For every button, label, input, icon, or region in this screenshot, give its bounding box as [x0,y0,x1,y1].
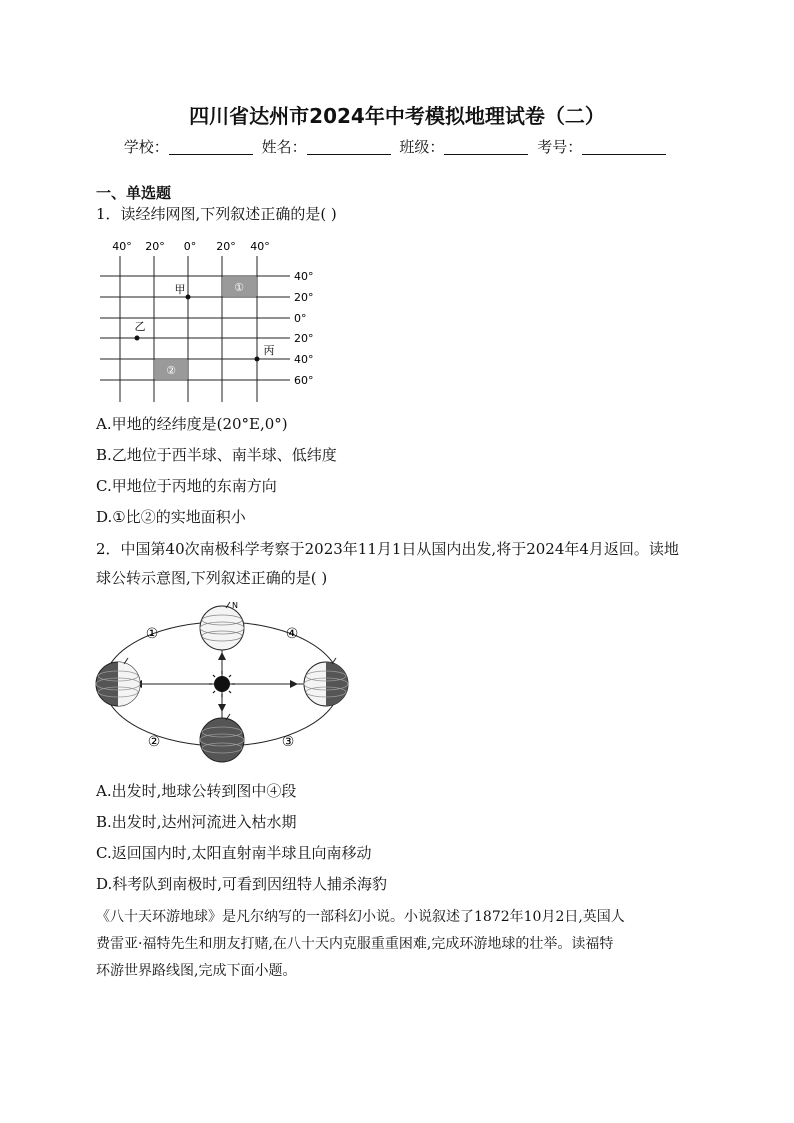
point-bing-label: 丙 [263,344,275,357]
lat-label-40n: 40° [294,270,314,283]
exam-number-label: 考号： [537,138,583,156]
sun-radial-lines [118,645,305,718]
section-heading: 一、单选题 [96,184,172,202]
area-1-label: ① [234,281,244,294]
exam-number-blank[interactable] [582,140,666,155]
segment-3-label: ③ [281,734,295,750]
q1-option-a[interactable]: A.甲地的经纬度是(20°E,0°) [96,415,288,433]
lon-label-40e: 40° [250,240,270,253]
lat-label-20s: 20° [294,332,314,345]
lon-label-0: 0° [183,240,197,253]
lon-label-20w: 20° [145,240,165,253]
lat-label-0: 0° [294,312,307,325]
globe-bottom [200,714,244,762]
question-1-stem: 1．读经纬网图,下列叙述正确的是( ) [96,205,337,223]
q2-option-d[interactable]: D.科考队到南极时,可看到因纽特人捕杀海豹 [96,875,388,893]
school-blank[interactable] [169,140,253,155]
q1-option-d[interactable]: D.①比②的实地面积小 [96,508,246,526]
school-label: 学校： [123,138,169,156]
class-blank[interactable] [444,140,528,155]
point-bing [255,357,260,362]
question-2-stem-line-1: 2．中国第40次南极科学考察于2023年11月1日从国内出发,将于2024年4月返回。读地 [96,540,679,558]
point-yi-label: 乙 [134,320,146,333]
student-info-line [0,136,794,157]
segment-2-label: ② [147,734,161,750]
globe-left [96,658,140,706]
reading-passage [96,904,702,985]
page-title: 四川省达州市2024年中考模拟地理试卷（二） [189,104,605,128]
point-jia [186,295,191,300]
lon-label-40w: 40° [112,240,132,253]
question-2-stem-line-2: 球公转示意图,下列叙述正确的是( ) [96,569,328,587]
lon-label-20e: 20° [216,240,236,253]
globe-right [304,658,348,706]
passage-line-2: 费雷亚·福特先生和朋友打赌,在八十天内克服重重困难,完成环游地球的壮举。读福特 [96,936,614,952]
segment-1-label: ① [145,626,159,642]
globe-top [200,601,244,650]
name-label: 姓名： [261,138,307,156]
point-jia-label: 甲 [174,283,186,296]
passage-line-3: 环游世界路线图,完成下面小题。 [96,963,297,979]
q1-option-b[interactable]: B.乙地位于西半球、南半球、低纬度 [96,446,337,464]
area-2-label: ② [166,364,176,377]
passage-line-1: 《八十天环游地球》是凡尔纳写的一部科幻小说。小说叙述了1872年10月2日,英国人 [96,909,625,925]
q1-option-c[interactable]: C.甲地位于丙地的东南方向 [96,477,277,495]
lat-label-60s: 60° [294,374,314,387]
lat-label-40s: 40° [294,353,314,366]
q2-option-c[interactable]: C.返回国内时,太阳直射南半球且向南移动 [96,844,372,862]
parallel-lines [100,276,290,380]
name-blank[interactable] [307,140,391,155]
point-yi [135,336,140,341]
q2-option-b[interactable]: B.出发时,达州河流进入枯水期 [96,813,297,831]
q2-option-a[interactable]: A.出发时,地球公转到图中④段 [96,782,297,800]
segment-4-label: ④ [285,626,299,642]
class-label: 班级： [399,138,445,156]
lat-label-20n: 20° [294,291,314,304]
earth-revolution-diagram [90,600,360,770]
globe-top-axis-mark: N [232,601,238,610]
lat-lon-grid-figure [100,236,340,406]
